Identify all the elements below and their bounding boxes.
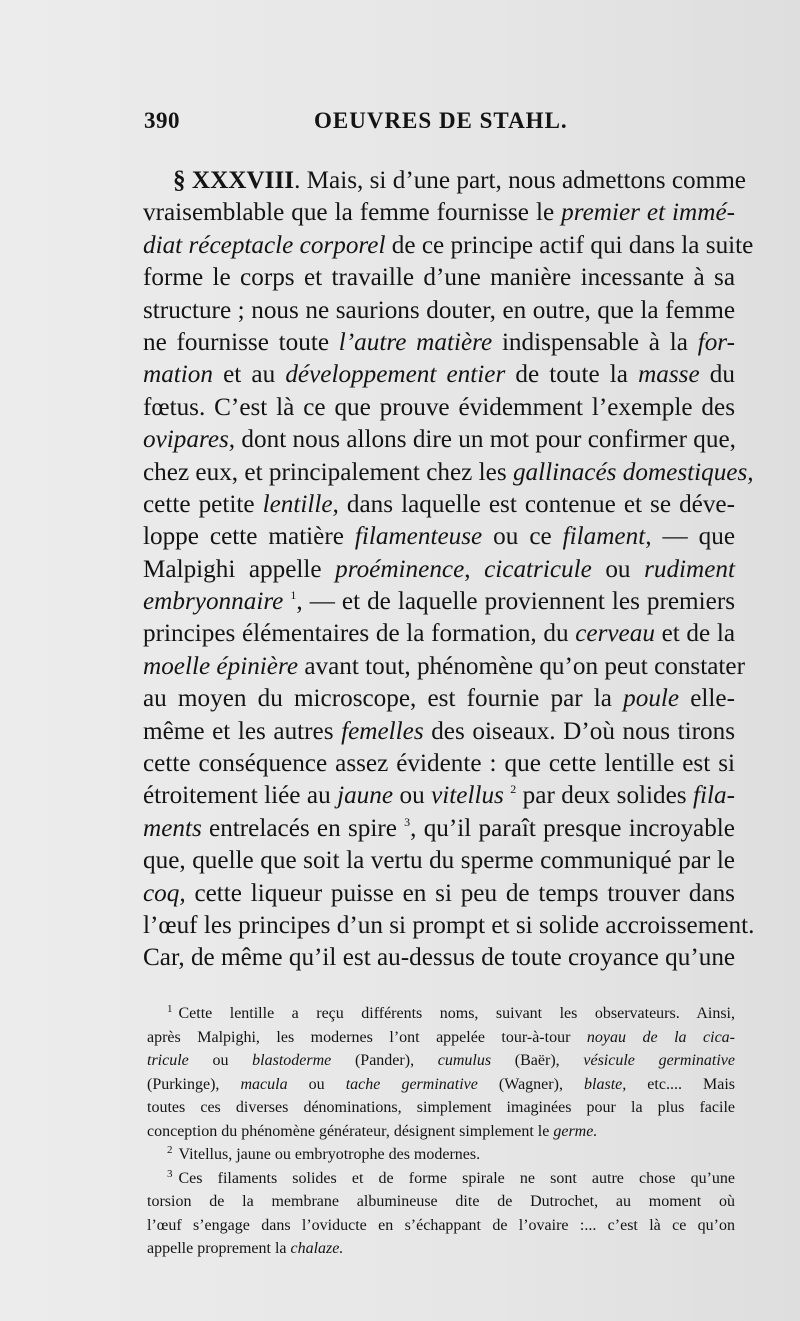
text-run: Vitellus, jaune ou embryotrophe des modernes. — [178, 1146, 481, 1163]
text-run: Cette lentille a reçu différents noms, suivant les observateurs. Ainsi, — [178, 1005, 735, 1022]
text-run: que, quelle que soit la vertu du sperme communiqué par le — [143, 847, 735, 875]
footnote-line — [147, 1190, 735, 1214]
text-run: cette conséquence assez évidente : que cette lentille est si — [143, 750, 735, 778]
text-run: coq, — [143, 879, 186, 907]
text-line — [143, 716, 735, 748]
text-run: même et les autres — [143, 717, 342, 745]
text-line — [143, 295, 735, 327]
text-line — [143, 327, 735, 359]
text-line — [143, 813, 735, 845]
text-run: cumulus — [437, 1052, 492, 1069]
text-run: chalaze. — [290, 1240, 344, 1257]
text-run: fœtus. C’est là ce que prouve évidemment l’exemple des — [143, 393, 735, 421]
text-run: cicatricule — [484, 555, 592, 583]
text-run: (Wagner), — [477, 1075, 585, 1093]
footnote-line — [147, 1214, 735, 1238]
text-run: diat réceptacle corporel — [143, 231, 386, 259]
text-run: dans laquelle est contenue et se déve- — [338, 490, 736, 518]
footnote-line — [147, 1002, 735, 1026]
text-line — [143, 942, 735, 974]
text-line — [143, 910, 755, 942]
text-run: fila- — [693, 782, 736, 810]
text-run: l’œuf s’engage dans l’oviducte en s’échappant de l’ovaire :... c’est là ce qu’on — [147, 1216, 735, 1234]
text-run: femelles — [341, 717, 424, 745]
text-run: au moyen du microscope, est fournie par la — [143, 685, 624, 713]
text-run: et au — [212, 361, 286, 389]
footnote-marker: 2 — [167, 1144, 173, 1156]
text-run: , — et de laquelle proviennent les premiers — [296, 588, 736, 616]
text-run: ou ce — [482, 523, 563, 551]
text-run: Malpighi appelle — [143, 555, 336, 583]
text-run: , — [464, 555, 485, 583]
footnote-line — [147, 1167, 735, 1191]
text-run: et de la — [654, 620, 735, 648]
text-run: ments — [143, 814, 202, 842]
text-run: moelle épinière — [143, 652, 299, 680]
text-run: chez eux, et principalement chez les — [143, 458, 513, 486]
footnote-marker: 2 — [510, 782, 517, 797]
text-run: (Pander), — [331, 1052, 438, 1069]
text-run: étroitement liée au — [143, 782, 338, 810]
text-run: masse — [638, 361, 700, 389]
text-run: ne fournisse toute — [143, 328, 339, 356]
text-run: macula — [240, 1075, 288, 1093]
text-run: Ces filaments solides et de forme spirale ne sont autre chose qu’une — [178, 1169, 735, 1187]
text-run: appelle proprement la — [147, 1240, 291, 1257]
footnote-marker: 1 — [290, 588, 297, 603]
footnote-line — [147, 1049, 735, 1073]
footnote-line — [147, 1073, 735, 1097]
text-run: indispensable à la — [492, 328, 698, 356]
text-run: blaste, — [584, 1075, 627, 1093]
text-run: proéminence — [335, 555, 465, 583]
footnote-marker: 3 — [404, 814, 411, 829]
text-run: § XXXVIII — [173, 167, 295, 194]
text-line — [143, 878, 735, 910]
text-run: rudiment — [644, 555, 736, 583]
text-run: tache germinative — [345, 1075, 478, 1093]
text-run: mation — [143, 361, 213, 389]
text-line — [143, 618, 735, 650]
text-run: l’œuf les principes d’un si prompt et si solide accroissement. — [143, 911, 755, 939]
text-run: germe. — [553, 1122, 598, 1140]
text-line — [143, 489, 735, 521]
text-line — [143, 197, 735, 229]
text-run: loppe cette matière — [143, 523, 355, 551]
main-text — [143, 165, 755, 975]
text-run: développement entier — [285, 361, 506, 389]
text-run: ou — [591, 555, 645, 583]
text-line — [143, 845, 735, 877]
text-line — [143, 359, 735, 391]
footnote-line — [147, 1237, 735, 1261]
footnote-line — [147, 1120, 735, 1144]
text-run: (Baër), — [491, 1052, 584, 1069]
text-run: cette petite — [143, 490, 263, 518]
page-header — [144, 108, 744, 144]
text-run: ou — [393, 782, 432, 810]
text-line — [143, 457, 754, 489]
text-run: structure ; nous ne saurions douter, en outre, que la femme — [143, 296, 735, 324]
text-run: (Purkinge), — [147, 1075, 241, 1093]
text-run: de toute la — [505, 361, 639, 389]
text-run: vésicule germinative — [583, 1052, 736, 1069]
text-run: par deux solides — [516, 782, 694, 810]
text-run: de ce principe actif qui dans la suite — [385, 231, 754, 259]
text-run: for- — [697, 328, 735, 356]
text-run: . Mais, si d’une part, nous admettons comme — [294, 167, 746, 194]
text-run: forme le corps et travaille d’une manière incessante à sa — [143, 264, 735, 292]
text-run: des oiseaux. D’où nous tirons — [423, 717, 735, 745]
text-line — [143, 780, 735, 812]
text-run: Car, de même qu’il est au-dessus de toute croyance qu’une — [143, 944, 736, 972]
text-line — [143, 521, 735, 553]
text-run: ou — [188, 1052, 253, 1069]
text-line — [143, 683, 735, 715]
text-run: cette liqueur puisse en si peu de temps trouver dans — [185, 879, 735, 907]
text-run: vraisemblable que la femme fournisse le — [143, 199, 562, 227]
text-run: filament, — [562, 523, 652, 551]
text-run: entrelacés en spire — [201, 814, 405, 842]
text-run: dont nous allons dire un mot pour confirmer que, — [235, 426, 736, 454]
footnote-marker: 3 — [167, 1167, 173, 1180]
text-run: avant tout, phénomène qu’on peut constater — [298, 652, 745, 680]
text-run: — que — [651, 523, 735, 551]
text-line — [143, 748, 735, 780]
text-run: , qu’il paraît presque incroyable — [410, 814, 735, 842]
text-run: tricule — [147, 1052, 189, 1069]
footnotes — [147, 1002, 735, 1261]
footnote-line — [147, 1143, 735, 1167]
text-line — [143, 586, 735, 618]
text-run: filamenteuse — [354, 523, 483, 551]
text-run: torsion de la membrane albumineuse dite de Dutrochet, au moment où — [147, 1193, 735, 1210]
text-run: conception du phénomène générateur, désignent simplement le — [147, 1122, 554, 1140]
text-run: principes élémentaires de la formation, du — [143, 620, 576, 648]
text-run: jaune — [337, 782, 394, 810]
text-run: l’autre matière — [338, 328, 493, 356]
text-line — [143, 165, 746, 197]
text-run: ou — [287, 1075, 346, 1093]
text-run: après Malpighi, les modernes l’ont appelée tour-à-tour — [147, 1028, 587, 1046]
text-run: embryonnaire — [143, 588, 284, 616]
text-line — [143, 651, 745, 683]
text-run: du — [699, 361, 735, 389]
text-line — [143, 554, 735, 586]
footnote-line — [147, 1026, 735, 1050]
footnote-marker: 1 — [167, 1003, 173, 1015]
text-line — [143, 392, 735, 424]
text-run: etc.... Mais — [626, 1075, 736, 1093]
text-run: premier et immé- — [561, 199, 736, 227]
text-run: cerveau — [575, 620, 655, 648]
text-run: poule — [623, 685, 680, 713]
page-number: 390 — [144, 108, 180, 133]
text-run: vitellus — [431, 782, 504, 810]
footnote-line — [147, 1096, 735, 1120]
text-run: ovipares, — [143, 426, 236, 454]
text-run: lentille, — [262, 490, 339, 518]
text-run: toutes ces diverses dénominations, simplement imaginées pour la plus facile — [147, 1099, 735, 1116]
text-run: elle- — [679, 685, 735, 713]
text-line — [143, 424, 735, 456]
text-line — [143, 262, 735, 294]
text-run: gallinacés domestiques, — [512, 458, 754, 486]
text-run: blastoderme — [252, 1052, 332, 1069]
running-title: OEUVRES DE STAHL. — [314, 108, 568, 133]
text-run: noyau de la cica- — [586, 1028, 736, 1046]
text-line — [143, 230, 754, 262]
